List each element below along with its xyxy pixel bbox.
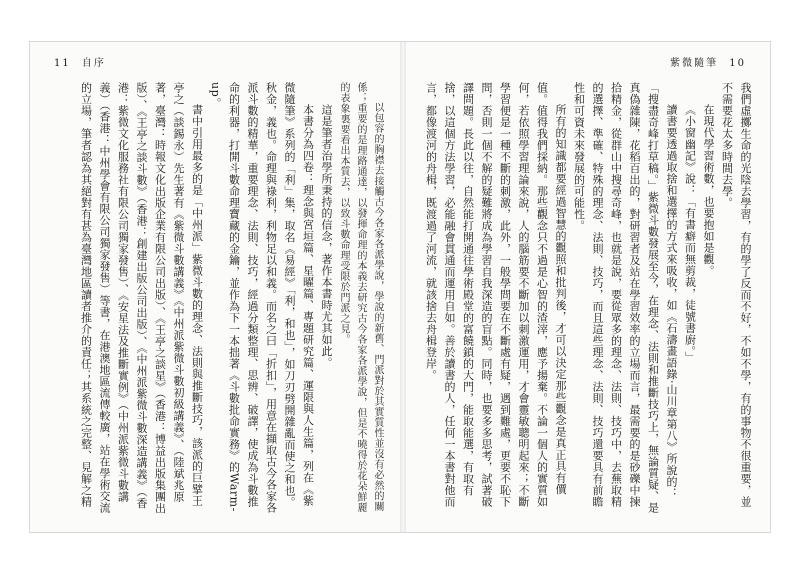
right-page-body (424, 82, 754, 516)
paragraph: 在現代學習術數，也要抱如是觀。 (702, 104, 715, 277)
paragraph: 所有的知識都要經過智慧的觀照和批判後，才可以決定那些觀念是真正具有價值。值得我們採納。那些觀念只不過是心智的渣滓，應予揚棄。不論一個人的實質如何，若依照學習理論來說，人的腦筋要不斷加以刺激運用，才會靈敏聰明起來；不斷學習便是一種不斷的刺激，此外，一般學問要在不斷處有疑，遇到難處，更要不恥下問，否則一個不解的疑難將成為學習自我深造的盲點。同時，也要多多思考，試著破譯問題。長此以往，自然能打開通往學術殿堂的富饒鎖的大門，能取能選，有取有捨，以這個方法學習，必能融會貫通而運用自如。善於讀書的人，任何一本書對他而言，都像渡河的舟楫，既渡過了河流，就該捨去舟楫登岸。 (424, 82, 567, 508)
paragraph: 我們虛擲生命的光陰去學習，有的學了反而不好，不如不學，有的事物不很重要，並不需要花太多時間去學。 (720, 82, 752, 508)
quote-paragraph: 《小窗幽記》說：「有書癖而無剪裁，徒號書廚。」 (683, 104, 697, 363)
paragraph: 本書分為四卷：理念與宮垣篇、星曜篇、專題研究篇、運限與人生篇，列在《紫微隨筆》系列的「利」集，取名《易經》「利，和也」，如刀刃劈開雜亂而使之和也。秋金，義也。命理與祿利，利物足以和義。而名之曰「折扣」，用意在擷取古今各家各派斗數的精華，重要理念、法則、技巧，經過分類整理、思辨、破譯，使成為斗數推命的利器，打開斗數命理寶藏的金鑰，並作為下一本拙著《斗數批命實務》的Warm-up。 (209, 82, 315, 514)
paragraph: 這是筆者治學所秉持的信念，著作本書時尤其如此。 (320, 104, 333, 369)
right-running-title: 紫微隨筆 (670, 58, 719, 69)
right-page-header (670, 54, 752, 69)
paragraph: 讀書要透過取捨和選擇的方式來吸收，如《石濤畫語錄‧山川章第八》所說的：「搜盡奇峰打草稿。」紫微斗數發展至今，在理念、法則和推斷技巧上，無論質疑、是真偽雜陳，花稻百出的，對研習者及站在學習效率的立場而言，最需要的是砂礫中揀拾精金，從群山中搜尋奇峰，也就是說，要從眾多的理念、法則、技巧中，去蕪取精的選擇、準確、特殊的理念、法則、技巧，而且這些理念、法則、技巧還要具有前瞻性和可資未來發展的可能性。 (572, 82, 678, 514)
left-page (30, 42, 400, 532)
right-page-number: 10 (729, 58, 746, 69)
left-running-title: 自序 (81, 58, 106, 69)
right-page (406, 42, 770, 532)
book-spread (30, 42, 770, 532)
left-page-body (46, 82, 386, 516)
left-page-header (48, 54, 106, 69)
left-page-number: 11 (54, 58, 71, 69)
paragraph: 書中引用最多的是「中州派」紫微斗數的理念、法則與推斷技巧，該派的巨擘王亭之（談錫永）先生著有《紫微斗數講義》《中州派紫微斗數初級講義》、（陸斌兆原著，臺灣：時報文化出版企業有限公司出版）、《王亭之談星》（香港：博益出版集團出版）、《王亭之談斗數》（香港：創建出版公司出版）、《中州派紫微斗數深造講義》（香港：紫微文化服務社有限公司獨家發售）、《安星法及推斷實例》（中州派紫微斗數講義）（香港：中州學會有限公司獨家發售）等書，在港澳地區流傳較廣，站在學術交流的立場，筆者認為其絕對有甚為臺灣地區讀者推介的責任；其系統之完整、見解之精 (79, 82, 204, 514)
paragraph: 以包容的胸襟去接觸古今各家各派學說，學說的新舊、門派對於其實質性並沒有必然的關係；重要的是理路通達，以發揮命理的本義去研究古今各家各派學說，但是不曉得於花朵鮮麗的表象裏要看出本質去，以致斗數命理受限於門派之見。 (338, 82, 383, 513)
